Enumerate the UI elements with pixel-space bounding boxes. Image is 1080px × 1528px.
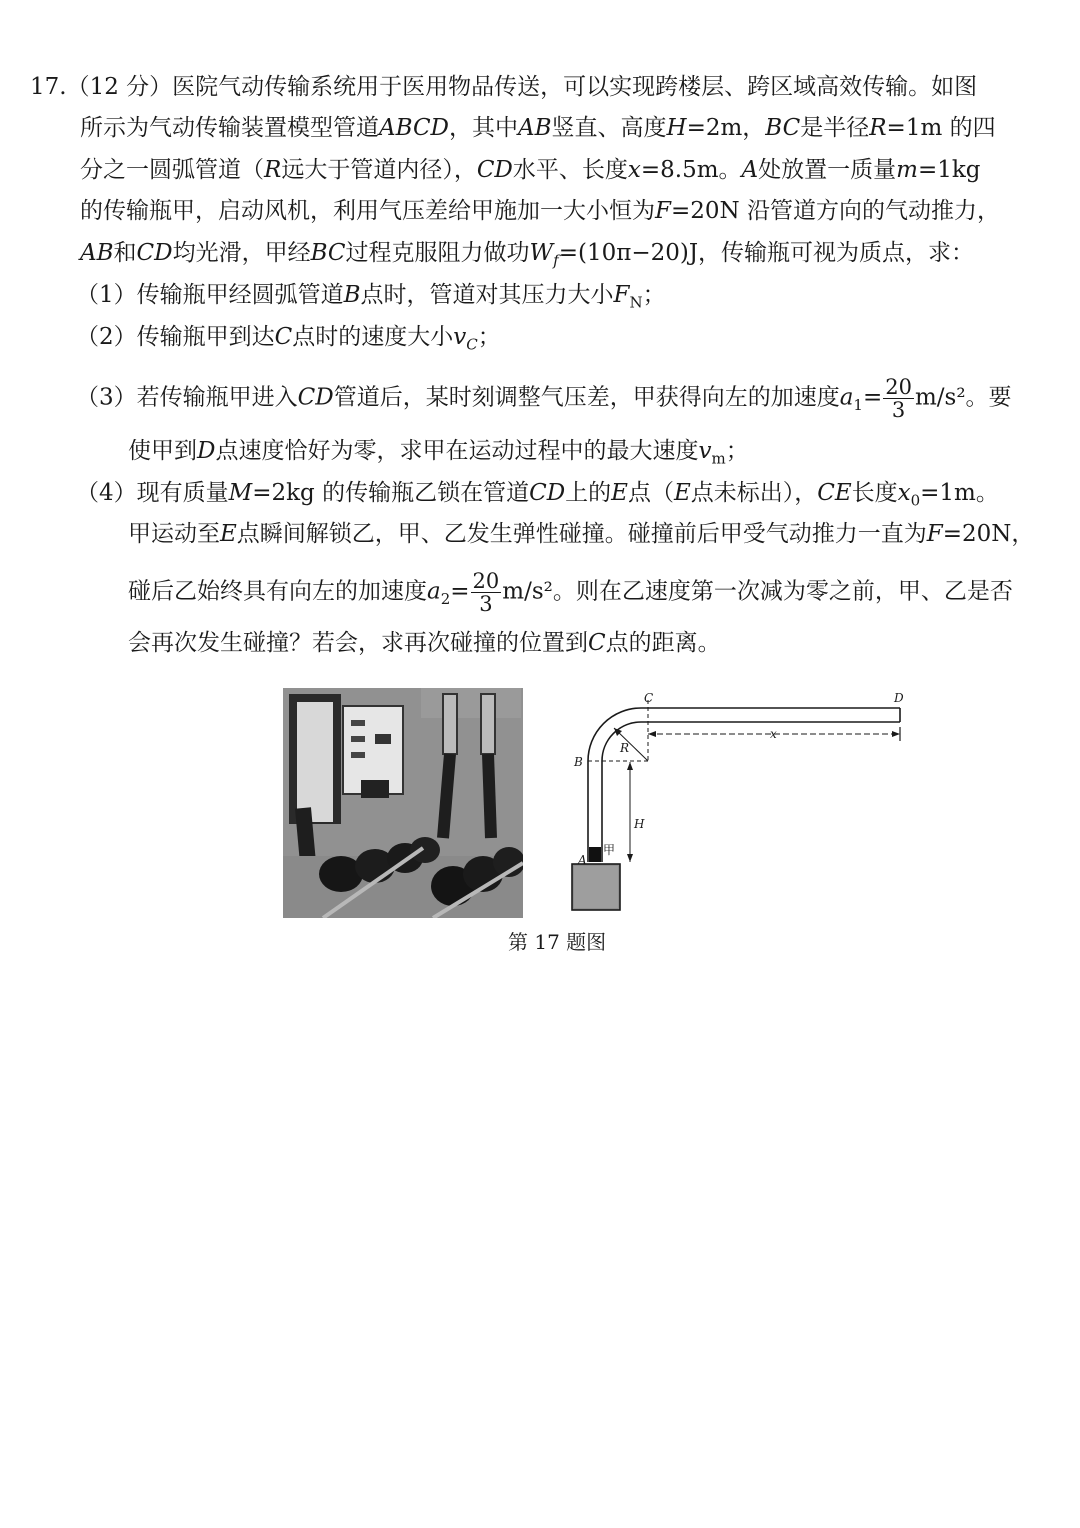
- label-b: B: [574, 755, 583, 769]
- question-3: （3）若传输瓶甲进入CD管道后，某时刻调整气压差，甲获得向左的加速度$a_1=$ $\frac{20}{3}$ m/s²。要: [76, 375, 1012, 422]
- fraction-a1: $\frac{20}{3}$: [885, 375, 912, 422]
- pneumatic-system-photo: [283, 688, 523, 918]
- question-2: （2）传输瓶甲到达C点时的速度大小$v_C$；: [76, 324, 501, 354]
- label-c: C: [644, 691, 654, 705]
- problem-line-1: 17.（12 分）医院气动传输系统用于医用物品传送，可以实现跨楼层、跨区域高效传输。如图: [30, 74, 978, 100]
- label-a: A: [578, 853, 587, 867]
- question-4-line-4: 会再次发生碰撞？若会，求再次碰撞的位置到C点的距离。: [128, 630, 721, 656]
- problem-score: （12 分）: [66, 74, 173, 100]
- label-h: H: [634, 817, 645, 831]
- problem-line-4: 的传输瓶甲，启动风机，利用气压差给甲施加一大小恒为F=20N 沿管道方向的气动推力，: [80, 198, 1000, 224]
- question-4-line-3: 碰后乙始终具有向左的加速度$a_2=$ $\frac{20}{3}$ m/s²。则在乙速度第一次减为零之前，甲、乙是否: [128, 569, 1013, 616]
- pipe-diagram: [560, 682, 920, 922]
- problem-line-3: 分之一圆弧管道（R远大于管道内径），CD水平、长度x=8.5m。A处放置一质量m=1kg: [80, 157, 981, 183]
- label-x: x: [770, 727, 777, 741]
- problem-line-5: AB和CD均光滑，甲经BC过程克服阻力做功$W_f=(10\pi-20)J$，传输瓶可视为质点，求：: [80, 240, 975, 270]
- figure-caption: 第 17 题图: [508, 930, 607, 954]
- question-3-cont: 使甲到D点速度恰好为零，求甲在运动过程中的最大速度$v_m$；: [128, 438, 749, 468]
- label-d: D: [894, 691, 904, 705]
- problem-number: 17.: [30, 74, 67, 100]
- pipe-outer-wall: [588, 708, 900, 862]
- problem-line-2: 所示为气动传输装置模型管道ABCD，其中AB竖直、高度H=2m，BC是半径R=1m 的四: [80, 115, 996, 141]
- pipe-inner-wall: [602, 722, 900, 862]
- question-4-line-2: 甲运动至E点瞬间解锁乙，甲、乙发生弹性碰撞。碰撞前后甲受气动推力一直为F=20N，: [128, 521, 1035, 547]
- fraction-a2: $\frac{20}{3}$: [472, 569, 500, 616]
- question-1: （1）传输瓶甲经圆弧管道B点时，管道对其压力大小$F_N$；: [76, 282, 666, 312]
- bottle-jia: [589, 847, 601, 862]
- question-4: （4）现有质量M=2kg 的传输瓶乙锁在管道CD上的E点（E点未标出），CE长度$x_0=1m$。: [76, 480, 999, 510]
- label-r: R: [620, 741, 630, 755]
- label-jia: 甲: [603, 843, 616, 857]
